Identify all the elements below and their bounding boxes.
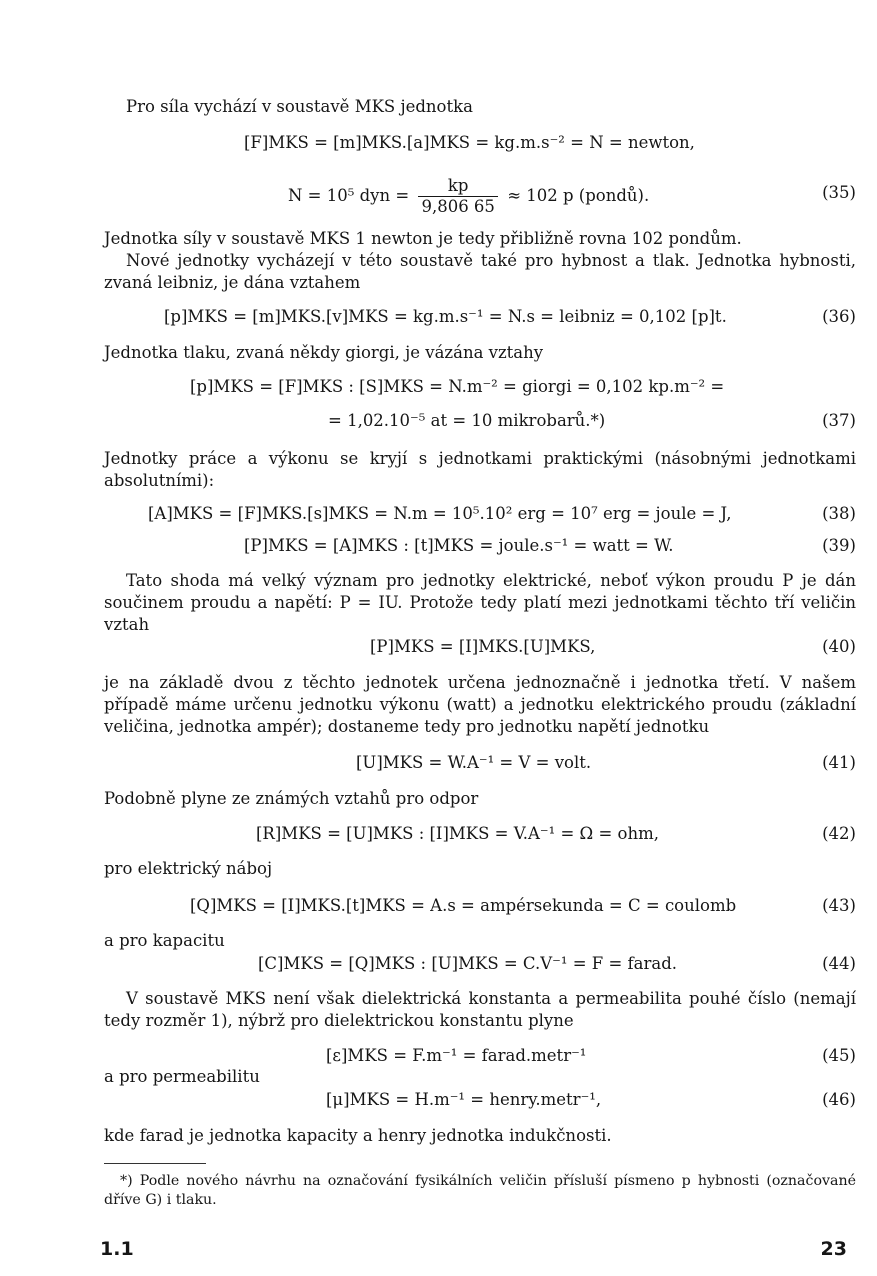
- paragraph-11: V soustavě MKS není však dielektrická konstanta a permeabilita pouhé číslo (nemají tedy rozměr 1), nýbrž pro dielektrickou konstantu plyne: [104, 989, 856, 1030]
- equation-35-left: N = 10⁵ dyn =: [288, 186, 410, 205]
- equation-number: (45): [822, 1046, 856, 1065]
- equation-text: [Q]MKS = [I]MKS.[t]MKS = A.s = ampérsekunda = C = coulomb: [190, 896, 737, 915]
- equation-44: [104, 953, 856, 979]
- equation-text: [F]MKS = [m]MKS.[a]MKS = kg.m.s⁻² = N = newton,: [244, 133, 695, 152]
- paragraph-13: kde farad je jednotka kapacity a henry jednotka indukčnosti.: [104, 1126, 612, 1145]
- equation-46: [104, 1089, 856, 1115]
- equation-number: (36): [822, 307, 856, 326]
- equation-number: (38): [822, 504, 856, 523]
- paragraph-2: Jednotka síly v soustavě MKS 1 newton je tedy přibližně rovna 102 pondům.: [104, 229, 742, 248]
- equation-number: (41): [822, 753, 856, 772]
- equation-35: [104, 172, 856, 218]
- equation-text: [R]MKS = [U]MKS : [I]MKS = V.A⁻¹ = Ω = ohm,: [256, 824, 660, 843]
- paragraph-1: Pro síla vychází v soustavě MKS jednotka: [126, 97, 473, 116]
- paragraph-10: a pro kapacitu: [104, 931, 225, 950]
- equation-35-right: ≈ 102 p (pondů).: [507, 186, 650, 205]
- equation-39: [104, 535, 856, 561]
- fraction-numerator: kp: [418, 176, 497, 197]
- equation-number: (43): [822, 896, 856, 915]
- equation-43: [104, 895, 856, 921]
- equation-number: (42): [822, 824, 856, 843]
- footnote-divider: [104, 1163, 206, 1164]
- equation-force: [104, 132, 856, 158]
- equation-37a: [104, 376, 856, 402]
- equation-41: [104, 752, 856, 778]
- equation-text: [288, 176, 649, 217]
- fraction: [418, 176, 497, 217]
- equation-number: (46): [822, 1090, 856, 1109]
- paragraph-7: je na základě dvou z těchto jednotek určena jednoznačně i jednotka třetí. V našem případě máme určenu jednotku výkonu (watt) a jednotku elektrického proudu (základní veličina, jednotka ampér); dostaneme tedy pro jednotku napětí jednotku: [104, 673, 856, 736]
- equation-text: [A]MKS = [F]MKS.[s]MKS = N.m = 10⁵.10² erg = 10⁷ erg = joule = J,: [148, 504, 732, 523]
- page-footer-left: 1.1: [100, 1238, 134, 1260]
- paragraph-5: Jednotky práce a výkonu se kryjí s jednotkami praktickými (násobnými jednotkami absolutními):: [104, 449, 856, 490]
- equation-text: = 1,02.10⁻⁵ at = 10 mikrobarů.*): [328, 411, 606, 430]
- equation-number: (37): [822, 411, 856, 430]
- equation-37b: [104, 410, 856, 436]
- equation-40: [104, 636, 856, 662]
- paragraph-3: Nové jednotky vycházejí v této soustavě také pro hybnost a tlak. Jednotka hybnosti, zvaná leibniz, je dána vztahem: [104, 251, 856, 292]
- paragraph-6: Tato shoda má velký význam pro jednotky elektrické, neboť výkon proudu P je dán součinem proudu a napětí: P = IU. Protože tedy platí mezi jednotkami těchto tří veličin vztah: [104, 571, 856, 634]
- equation-text: [C]MKS = [Q]MKS : [U]MKS = C.V⁻¹ = F = farad.: [258, 954, 678, 973]
- equation-38: [104, 503, 856, 529]
- equation-text: [μ]MKS = H.m⁻¹ = henry.metr⁻¹,: [326, 1090, 602, 1109]
- equation-text: [U]MKS = W.A⁻¹ = V = volt.: [356, 753, 592, 772]
- equation-text: [P]MKS = [I]MKS.[U]MKS,: [370, 637, 596, 656]
- equation-text: [P]MKS = [A]MKS : [t]MKS = joule.s⁻¹ = watt = W.: [244, 536, 674, 555]
- footnote: *) Podle nového návrhu na označování fysikálních veličin přísluší písmeno p hybnosti (označované dříve G) i tlaku.: [104, 1173, 856, 1208]
- paragraph-9: pro elektrický náboj: [104, 859, 273, 878]
- paragraph-4: Jednotka tlaku, zvaná někdy giorgi, je vázána vztahy: [104, 343, 544, 362]
- equation-text: [p]MKS = [m]MKS.[v]MKS = kg.m.s⁻¹ = N.s = leibniz = 0,102 [p]t.: [164, 307, 727, 326]
- equation-number: (44): [822, 954, 856, 973]
- equation-number: (39): [822, 536, 856, 555]
- page-number: 23: [820, 1238, 847, 1260]
- equation-number: (40): [822, 637, 856, 656]
- fraction-denominator: 9,806 65: [421, 197, 495, 216]
- equation-number: (35): [822, 183, 856, 202]
- equation-42: [104, 823, 856, 849]
- equation-text: [p]MKS = [F]MKS : [S]MKS = N.m⁻² = giorgi = 0,102 kp.m⁻² =: [190, 377, 725, 396]
- paragraph-8: Podobně plyne ze známých vztahů pro odpor: [104, 789, 479, 808]
- equation-text: [ε]MKS = F.m⁻¹ = farad.metr⁻¹: [326, 1046, 587, 1065]
- equation-36: [104, 306, 856, 332]
- paragraph-12: a pro permeabilitu: [104, 1067, 260, 1086]
